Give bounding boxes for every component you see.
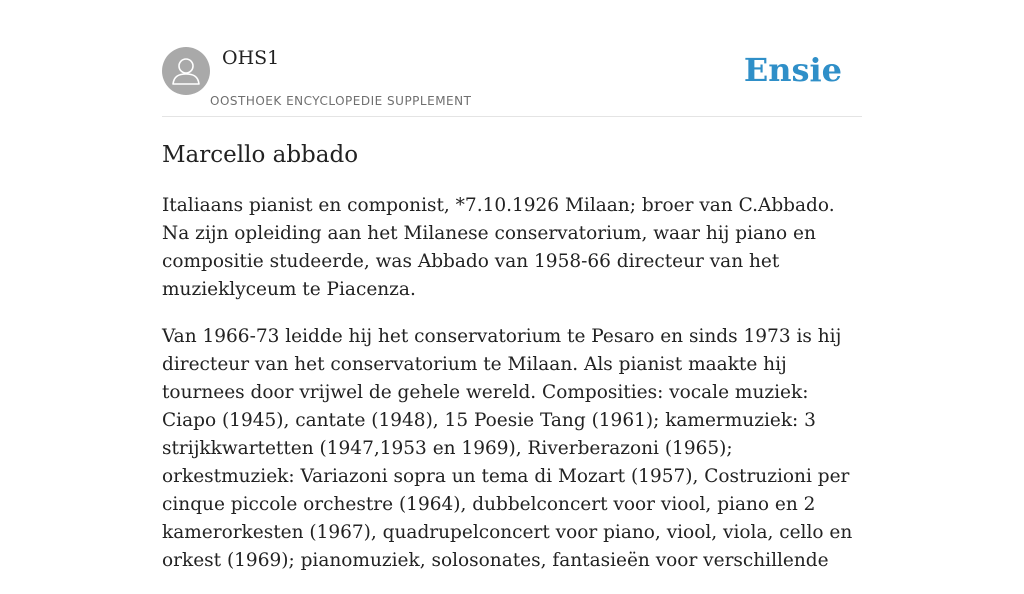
publication-name[interactable]: OOSTHOEK ENCYCLOPEDIE SUPPLEMENT (210, 94, 472, 108)
header (162, 0, 862, 117)
user-avatar-icon[interactable] (162, 47, 210, 95)
article-paragraph: Van 1966-73 leidde hij het conservatorium te Pesaro en sinds 1973 is hij directeur van het conservatorium te Milaan. Als pianist maakte hij tournees door vrijwel de gehele wereld. Composities: vocale muziek: Ciapo (1945), cantate (1948), 15 Poesie Tang (1961); kamermuziek: 3 strijkkwartetten (1947,1953 en 1969), Riverberazoni (1965); orkestmuziek: Variazoni sopra un tema di Mozart (1957), Costruzioni per cinque piccole orchestre (1964), dubbelconcert voor viool, piano en 2 kamerorkesten (1967), quadrupelconcert voor piano, viool, viola, cello en orkest (1969); pianomuziek, solosonates, fantasieën voor verschillende (162, 326, 853, 571)
article-paragraph: Italiaans pianist en componist, *7.10.1926 Milaan; broer van C.Abbado. Na zijn opleiding aan het Milanese conservatorium, waar hij piano en compositie studeerde, was Abbado van 1958-66 directeur van het muzieklyceum te Piacenza. (162, 195, 835, 300)
article-title: Marcello abbado (162, 142, 359, 168)
article-body (162, 192, 862, 594)
ensie-logo[interactable]: Ensie (743, 51, 842, 89)
author-name[interactable]: OHS1 (222, 47, 280, 69)
